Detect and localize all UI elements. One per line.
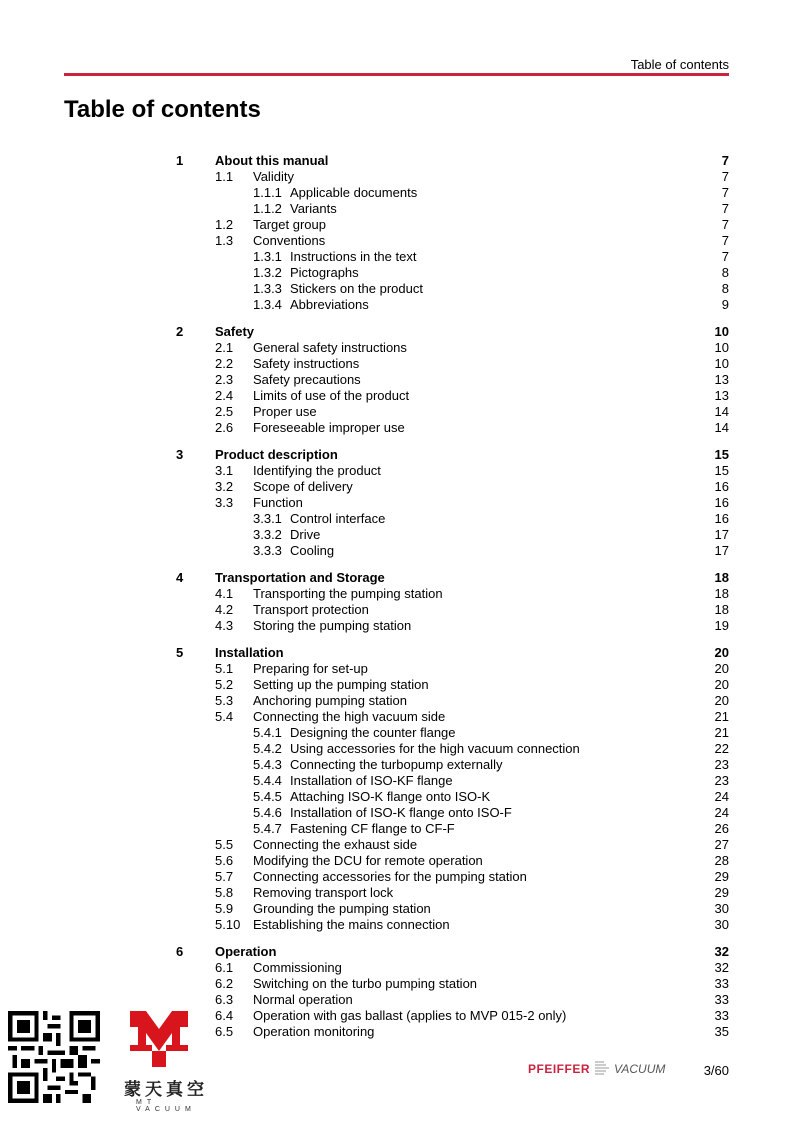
toc-entry[interactable] [176, 853, 729, 869]
toc-entry[interactable] [176, 527, 729, 543]
toc-entry-number: 6.2 [215, 976, 234, 991]
toc-entry-page: 20 [714, 693, 729, 708]
toc-entry-number: 3 [176, 447, 184, 462]
toc-entry-title: Operation [215, 944, 277, 959]
toc-entry-page: 20 [714, 661, 729, 676]
brand-left-text: PFEIFFER [528, 1062, 591, 1076]
toc-entry-page: 35 [714, 1024, 729, 1039]
toc-entry[interactable] [176, 944, 729, 960]
toc-entry-title: Attaching ISO-K flange onto ISO-K [290, 789, 491, 804]
toc-entry-number: 1.2 [215, 217, 234, 232]
toc-entry[interactable] [176, 463, 729, 479]
toc-entry-number: 5 [176, 645, 184, 660]
toc-entry-page: 14 [714, 420, 729, 435]
toc-entry-number: 2.6 [215, 420, 234, 435]
toc-entry[interactable] [176, 372, 729, 388]
toc-entry-number: 5.4.1 [253, 725, 282, 740]
toc-entry[interactable] [176, 805, 729, 821]
toc-entry-number: 5.4.5 [253, 789, 282, 804]
toc-entry-number: 4.2 [215, 602, 234, 617]
toc-entry-number: 1 [176, 153, 184, 168]
toc-entry-title: Scope of delivery [253, 479, 353, 494]
toc-entry-number: 2.5 [215, 404, 234, 419]
toc-entry-number: 5.4.4 [253, 773, 282, 788]
toc-entry-page: 15 [714, 463, 729, 478]
toc-entry-title: Fastening CF flange to CF-F [290, 821, 455, 836]
toc-entry-title: Control interface [290, 511, 386, 526]
toc-entry-title: Safety instructions [253, 356, 360, 371]
toc-entry-title: Operation with gas ballast (applies to MVP 015-2 only) [253, 1008, 567, 1023]
toc-entry[interactable] [176, 324, 729, 340]
toc-entry-page: 23 [714, 757, 729, 772]
toc-entry[interactable] [176, 725, 729, 741]
toc-entry-number: 4.1 [215, 586, 234, 601]
toc-entry[interactable] [176, 185, 729, 201]
toc-entry-number: 5.8 [215, 885, 234, 900]
toc-entry-page: 18 [714, 586, 729, 601]
toc-entry-title: Connecting accessories for the pumping station [253, 869, 527, 884]
toc-entry[interactable] [176, 233, 729, 249]
toc-entry-number: 2 [176, 324, 184, 339]
toc-entry-number: 5.1 [215, 661, 234, 676]
toc-entry-number: 2.2 [215, 356, 234, 371]
toc-entry-page: 21 [714, 725, 729, 740]
toc-entry-page: 16 [714, 511, 729, 526]
toc-entry-number: 6.3 [215, 992, 234, 1007]
toc-entry-page: 29 [714, 869, 729, 884]
toc-entry[interactable] [176, 249, 729, 265]
toc-entry-title: Target group [253, 217, 326, 232]
toc-entry[interactable] [176, 169, 729, 185]
toc-entry[interactable] [176, 789, 729, 805]
toc-entry-number: 1.3.3 [253, 281, 282, 296]
toc-entry-page: 24 [714, 789, 729, 804]
toc-entry-title: Foreseeable improper use [253, 420, 405, 435]
mt-vacuum-watermark [124, 1011, 210, 1113]
toc-entry-page: 7 [721, 201, 729, 216]
toc-entry-title: Product description [215, 447, 338, 462]
toc-chapter [176, 447, 729, 559]
toc-entry-number: 3.3.3 [253, 543, 282, 558]
toc-entry-title: Applicable documents [290, 185, 418, 200]
toc-entry-title: Establishing the mains connection [253, 917, 450, 932]
page-title: Table of contents [64, 96, 261, 123]
toc-entry-title: Using accessories for the high vacuum connection [290, 741, 580, 756]
toc-entry-title: Variants [290, 201, 337, 216]
toc-entry-page: 20 [714, 677, 729, 692]
toc-entry-title: Safety precautions [253, 372, 361, 387]
toc-entry-number: 5.2 [215, 677, 234, 692]
toc-entry[interactable] [176, 976, 729, 992]
toc-entry-page: 22 [714, 741, 729, 756]
toc-entry-page: 33 [714, 992, 729, 1007]
toc-entry[interactable] [176, 217, 729, 233]
toc-entry[interactable] [176, 773, 729, 789]
toc-entry[interactable] [176, 511, 729, 527]
toc-entry-title: Preparing for set-up [253, 661, 368, 676]
toc-entry-number: 1.3.1 [253, 249, 282, 264]
toc-entry-page: 18 [714, 570, 729, 585]
toc-entry-page: 30 [714, 901, 729, 916]
toc-entry[interactable] [176, 570, 729, 586]
toc-entry[interactable] [176, 1008, 729, 1024]
toc-entry-title: Pictographs [290, 265, 359, 280]
toc-entry-number: 5.5 [215, 837, 234, 852]
brand-divider-icon [594, 1060, 610, 1078]
toc-entry-title: Commissioning [253, 960, 342, 975]
toc-entry-title: Safety [215, 324, 255, 339]
toc-entry-number: 3.3.2 [253, 527, 282, 542]
toc-entry-page: 15 [714, 447, 729, 462]
page-number: 3/60 [703, 1063, 729, 1078]
toc-entry-title: Setting up the pumping station [253, 677, 429, 692]
toc-entry[interactable] [176, 420, 729, 436]
toc-entry-number: 2.4 [215, 388, 234, 403]
toc-chapter [176, 153, 729, 313]
toc-entry-title: Proper use [253, 404, 317, 419]
running-header: Table of contents [630, 57, 729, 72]
toc-entry-title: Limits of use of the product [253, 388, 410, 403]
toc-entry[interactable] [176, 917, 729, 933]
watermark-chinese-text: 蒙天真空 [124, 1080, 208, 1099]
toc-entry-title: Validity [253, 169, 294, 184]
toc-entry[interactable] [176, 404, 729, 420]
toc-entry-title: Normal operation [253, 992, 353, 1007]
toc-entry-title: About this manual [215, 153, 329, 168]
toc-entry[interactable] [176, 479, 729, 495]
toc-entry-title: Installation of ISO-K flange onto ISO-F [290, 805, 512, 820]
toc-entry-number: 6 [176, 944, 184, 959]
toc-entry-title: Removing transport lock [253, 885, 394, 900]
toc-entry-number: 3.3 [215, 495, 234, 510]
toc-entry[interactable] [176, 741, 729, 757]
toc-entry-title: Modifying the DCU for remote operation [253, 853, 483, 868]
toc-entry-page: 20 [714, 645, 729, 660]
toc-entry-number: 3.1 [215, 463, 234, 478]
toc-entry[interactable] [176, 885, 729, 901]
toc-entry-page: 33 [714, 1008, 729, 1023]
toc-entry-number: 5.10 [215, 917, 241, 932]
mt-logo-icon [128, 1011, 190, 1067]
pfeiffer-vacuum-logo [528, 1060, 665, 1078]
toc-entry-number: 6.4 [215, 1008, 234, 1023]
toc-entry-title: General safety instructions [253, 340, 407, 355]
toc-entry-page: 7 [721, 249, 729, 264]
toc-entry-title: Drive [290, 527, 321, 542]
toc-entry-page: 10 [714, 324, 729, 339]
toc-entry-title: Abbreviations [290, 297, 369, 312]
toc-entry-number: 5.4.7 [253, 821, 282, 836]
toc-entry[interactable] [176, 645, 729, 661]
toc-entry-number: 6.5 [215, 1024, 234, 1039]
toc-entry[interactable] [176, 960, 729, 976]
toc-entry[interactable] [176, 388, 729, 404]
toc-entry-title: Cooling [290, 543, 335, 558]
toc-entry-page: 13 [714, 372, 729, 387]
toc-entry-page: 14 [714, 404, 729, 419]
toc-entry-page: 17 [714, 527, 729, 542]
toc-entry-page: 7 [721, 185, 729, 200]
toc-entry-title: Transport protection [253, 602, 369, 617]
watermark-english-text: MT VACUUM [136, 1099, 196, 1113]
toc-entry-number: 5.7 [215, 869, 234, 884]
toc-entry-title: Connecting the exhaust side [253, 837, 418, 852]
toc-entry-number: 3.2 [215, 479, 234, 494]
toc-entry-number: 1.3.4 [253, 297, 282, 312]
toc-entry-page: 32 [714, 960, 729, 975]
toc-entry-page: 16 [714, 495, 729, 510]
toc-entry-page: 13 [714, 388, 729, 403]
toc-entry-title: Storing the pumping station [253, 618, 412, 633]
toc-entry[interactable] [176, 869, 729, 885]
toc-entry-page: 19 [714, 618, 729, 633]
toc-entry-page: 8 [721, 281, 729, 296]
toc-entry-page: 8 [721, 265, 729, 280]
header-rule [64, 73, 729, 76]
toc-entry-number: 4 [176, 570, 184, 585]
toc-entry-page: 10 [714, 340, 729, 355]
toc-entry-number: 5.3 [215, 693, 234, 708]
toc-entry[interactable] [176, 757, 729, 773]
toc-entry-number: 1.3 [215, 233, 234, 248]
toc-entry-page: 7 [721, 233, 729, 248]
toc-entry-number: 1.3.2 [253, 265, 282, 280]
toc-entry-page: 10 [714, 356, 729, 371]
toc-entry-number: 5.6 [215, 853, 234, 868]
toc-entry[interactable] [176, 281, 729, 297]
toc-entry-title: Connecting the turbopump externally [290, 757, 503, 772]
toc-entry-title: Conventions [253, 233, 326, 248]
toc-entry[interactable] [176, 447, 729, 463]
toc-entry-number: 1.1.1 [253, 185, 282, 200]
toc-entry-title: Function [253, 495, 303, 510]
toc-entry[interactable] [176, 297, 729, 313]
toc-entry-number: 5.4 [215, 709, 234, 724]
toc-entry[interactable] [176, 495, 729, 511]
toc-entry-page: 26 [714, 821, 729, 836]
toc-entry[interactable] [176, 586, 729, 602]
toc-entry-page: 18 [714, 602, 729, 617]
toc-entry[interactable] [176, 265, 729, 281]
toc-entry[interactable] [176, 1024, 729, 1040]
toc-entry-page: 7 [721, 169, 729, 184]
toc-entry-page: 28 [714, 853, 729, 868]
toc-entry-title: Identifying the product [253, 463, 381, 478]
toc-entry-title: Installation [215, 645, 284, 660]
toc-entry[interactable] [176, 201, 729, 217]
toc-entry-number: 6.1 [215, 960, 234, 975]
toc-entry-page: 17 [714, 543, 729, 558]
toc-entry-number: 5.4.3 [253, 757, 282, 772]
toc-entry[interactable] [176, 677, 729, 693]
toc-entry[interactable] [176, 837, 729, 853]
toc-entry[interactable] [176, 821, 729, 837]
toc-entry-page: 32 [714, 944, 729, 959]
toc-entry-number: 3.3.1 [253, 511, 282, 526]
toc-entry-number: 1.1 [215, 169, 234, 184]
table-of-contents [176, 153, 729, 1051]
toc-entry[interactable] [176, 693, 729, 709]
brand-right-text: VACUUM [614, 1062, 666, 1076]
toc-entry[interactable] [176, 618, 729, 634]
toc-entry-title: Operation monitoring [253, 1024, 375, 1039]
toc-entry-number: 5.4.6 [253, 805, 282, 820]
toc-entry-title: Switching on the turbo pumping station [253, 976, 478, 991]
toc-entry-title: Transporting the pumping station [253, 586, 443, 601]
toc-entry-page: 29 [714, 885, 729, 900]
toc-entry-page: 33 [714, 976, 729, 991]
toc-entry-page: 30 [714, 917, 729, 932]
toc-entry-page: 23 [714, 773, 729, 788]
toc-entry[interactable] [176, 661, 729, 677]
toc-entry-title: Anchoring pumping station [253, 693, 407, 708]
toc-chapter [176, 324, 729, 436]
toc-entry-number: 1.1.2 [253, 201, 282, 216]
toc-entry-number: 5.9 [215, 901, 234, 916]
qr-code-icon [8, 1011, 100, 1103]
toc-entry-page: 9 [721, 297, 729, 312]
toc-chapter [176, 944, 729, 1040]
toc-entry-page: 21 [714, 709, 729, 724]
toc-entry[interactable] [176, 153, 729, 169]
toc-entry[interactable] [176, 356, 729, 372]
toc-entry-number: 2.3 [215, 372, 234, 387]
toc-entry-title: Designing the counter flange [290, 725, 456, 740]
toc-entry-page: 24 [714, 805, 729, 820]
toc-entry-title: Stickers on the product [290, 281, 423, 296]
toc-entry[interactable] [176, 709, 729, 725]
toc-entry-number: 4.3 [215, 618, 234, 633]
toc-entry-title: Instructions in the text [290, 249, 417, 264]
toc-entry-title: Connecting the high vacuum side [253, 709, 446, 724]
toc-entry-title: Installation of ISO-KF flange [290, 773, 453, 788]
toc-chapter [176, 645, 729, 933]
toc-entry[interactable] [176, 992, 729, 1008]
toc-entry[interactable] [176, 543, 729, 559]
toc-entry-title: Grounding the pumping station [253, 901, 431, 916]
toc-chapter [176, 570, 729, 634]
toc-entry-number: 2.1 [215, 340, 234, 355]
toc-entry-number: 5.4.2 [253, 741, 282, 756]
toc-entry-page: 27 [714, 837, 729, 852]
toc-entry-page: 16 [714, 479, 729, 494]
toc-entry[interactable] [176, 340, 729, 356]
toc-entry-title: Transportation and Storage [215, 570, 385, 585]
toc-entry-page: 7 [721, 217, 729, 232]
toc-entry[interactable] [176, 602, 729, 618]
toc-entry[interactable] [176, 901, 729, 917]
toc-entry-page: 7 [721, 153, 729, 168]
